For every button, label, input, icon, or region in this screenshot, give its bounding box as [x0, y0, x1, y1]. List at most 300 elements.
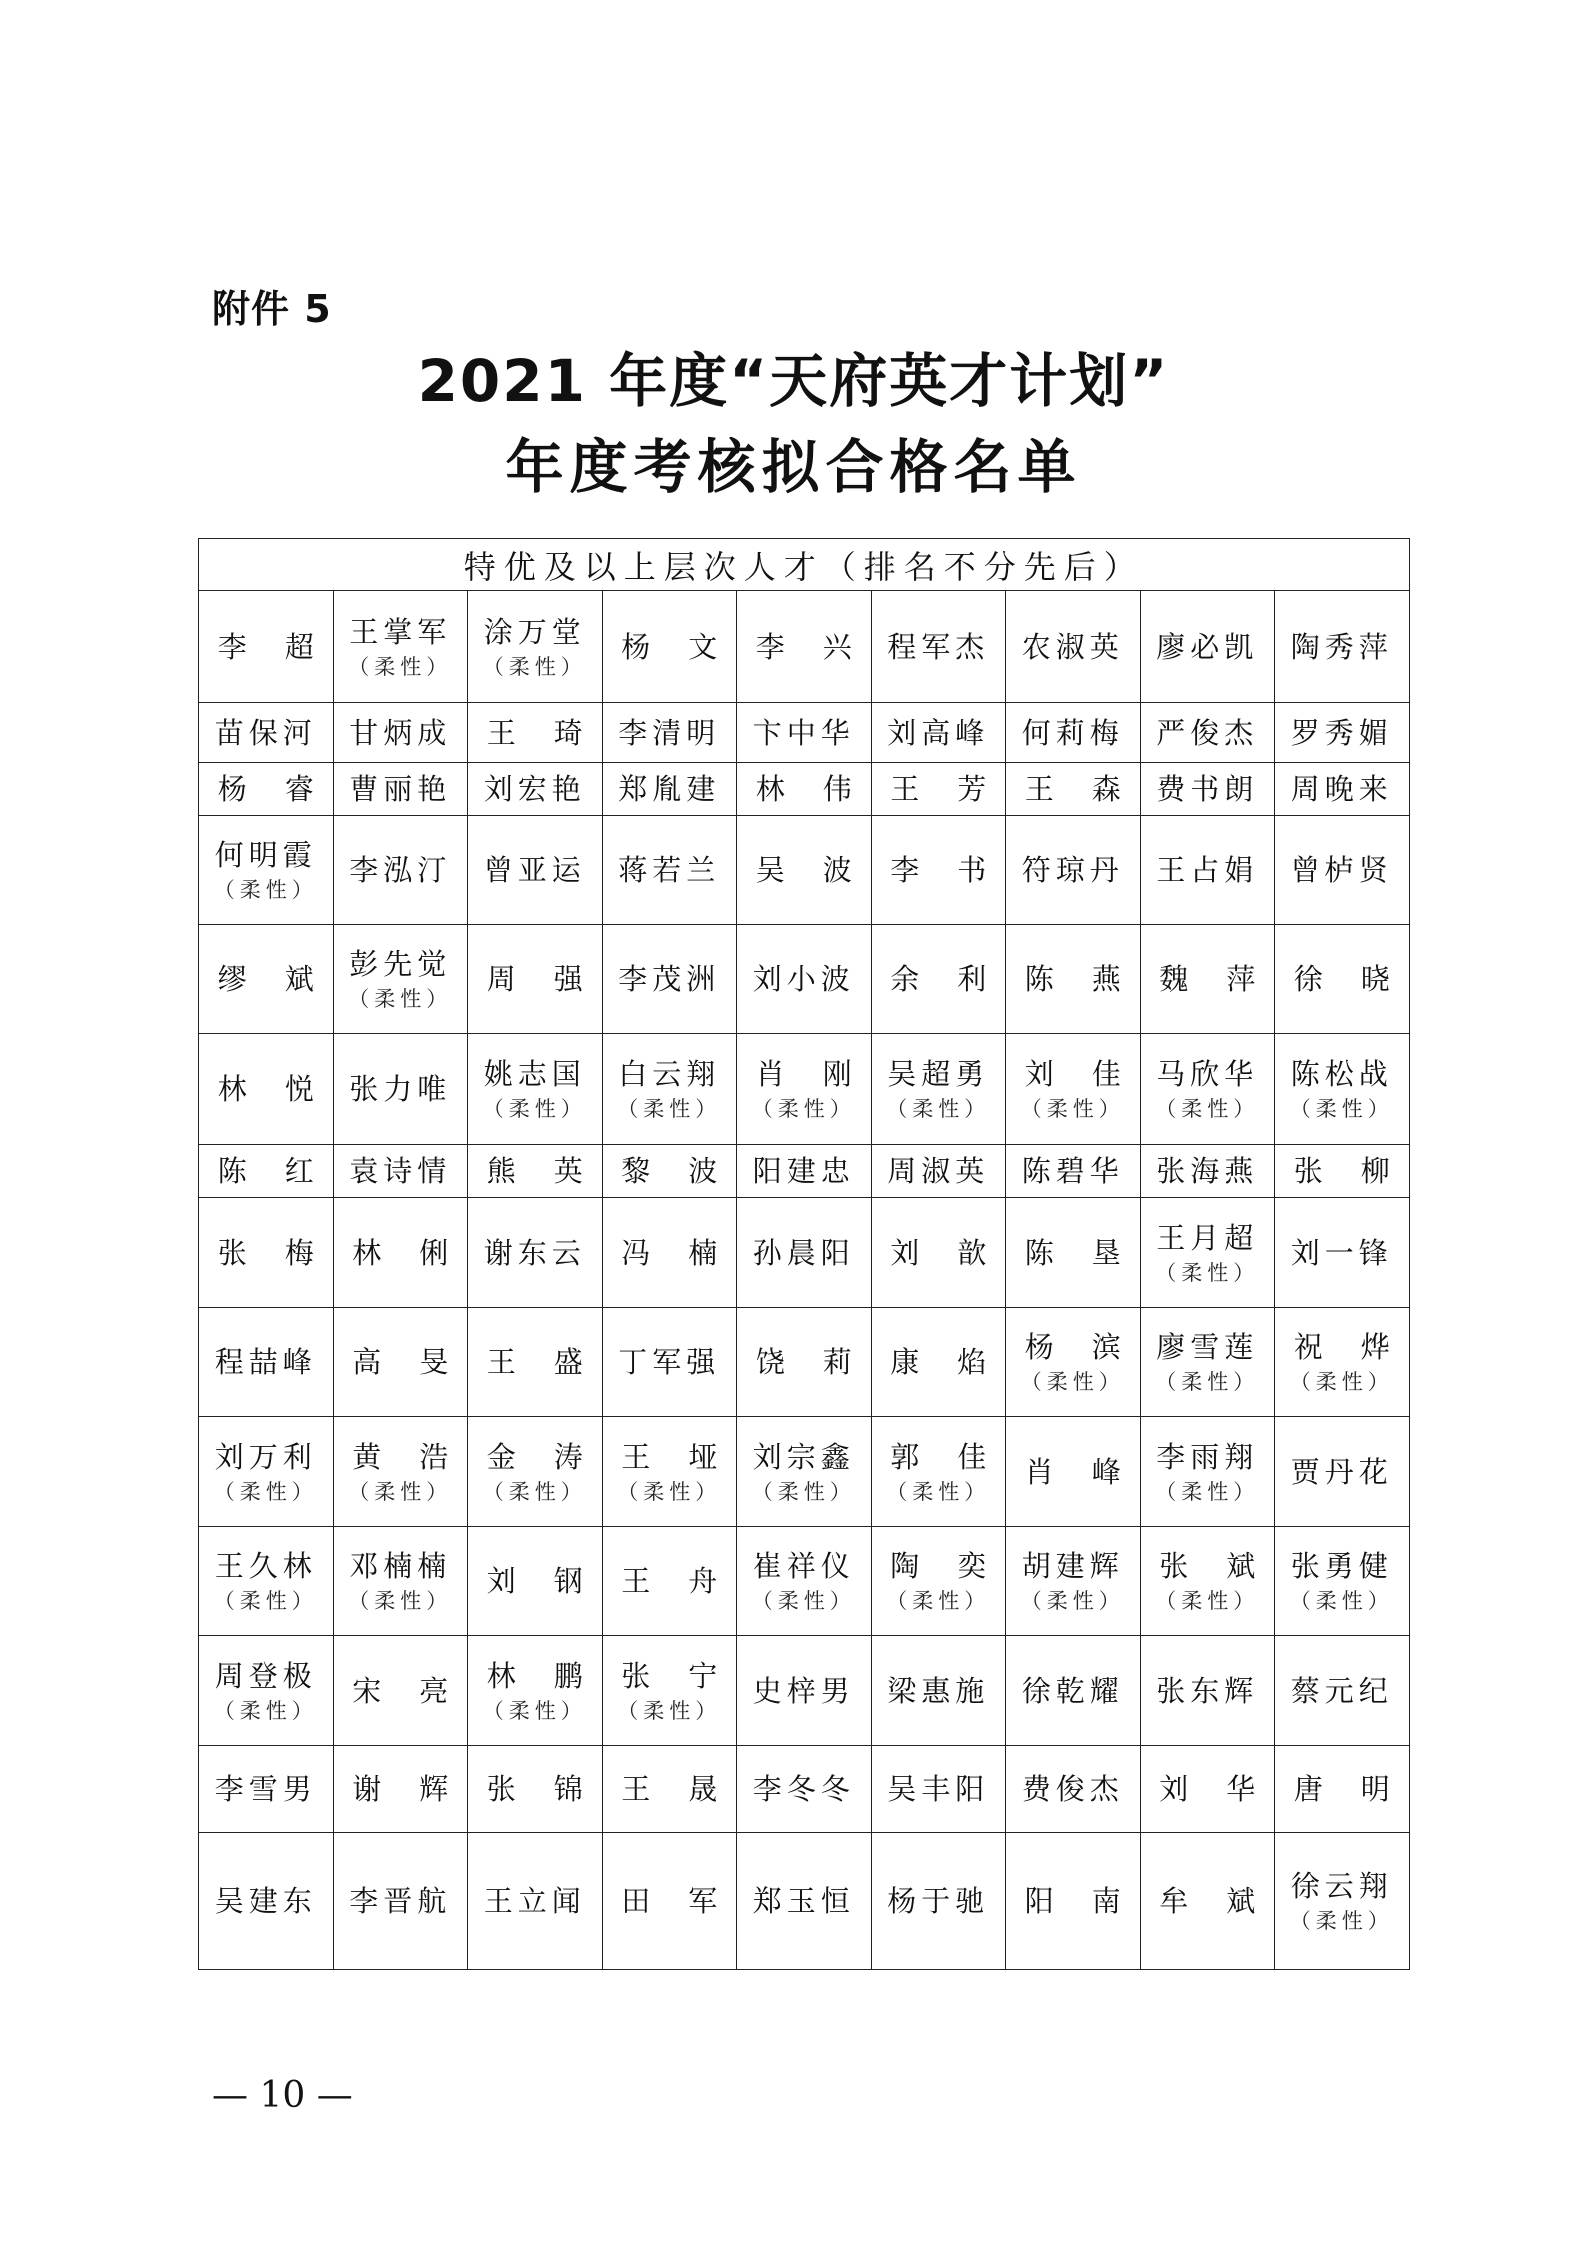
name-cell: [199, 1636, 334, 1746]
table-row: [199, 1417, 1410, 1527]
name-cell: [871, 816, 1025, 925]
person-name: 金涛: [486, 1439, 621, 1474]
person-name: 蔡元纪: [1290, 1673, 1393, 1708]
person-name: 贾丹花: [1290, 1454, 1393, 1489]
person-name: 郑胤建: [618, 772, 721, 806]
name-cell: [1275, 591, 1410, 703]
name-cell: [333, 591, 468, 703]
person-name: 谢东云: [483, 1235, 586, 1270]
name-cell: [1140, 1145, 1275, 1198]
person-name: 周强: [486, 962, 621, 996]
qualified-talent-table: [198, 538, 1428, 1970]
flexible-note: （柔性）: [1289, 1589, 1394, 1613]
person-name: 王占娟: [1156, 853, 1259, 887]
person-name: 李冬冬: [752, 1772, 855, 1806]
person-name: 杨于驰: [887, 1884, 990, 1918]
name-cell: [737, 1145, 872, 1198]
name-cell: [199, 816, 334, 925]
name-cell: [1275, 1198, 1410, 1308]
flexible-note: （柔性）: [482, 1479, 587, 1504]
person-name: 蒋若兰: [618, 853, 721, 887]
person-name: 徐乾耀: [1021, 1673, 1124, 1708]
person-name: 李晋航: [349, 1884, 452, 1918]
person-name: 刘宗鑫: [752, 1439, 855, 1474]
flexible-note: （柔性）: [617, 1698, 722, 1723]
person-name: 王舟: [621, 1564, 756, 1598]
name-cell: [871, 1198, 1025, 1308]
person-name: 胡建辉: [1021, 1549, 1124, 1583]
person-name: 田军: [621, 1884, 756, 1918]
person-name: 张梅: [217, 1235, 352, 1270]
name-cell: [333, 1417, 487, 1527]
table-row: [199, 1308, 1410, 1417]
name-cell: [1006, 1417, 1159, 1527]
table-row: [199, 763, 1410, 816]
person-name: 邓楠楠: [349, 1549, 452, 1583]
flexible-note: （柔性）: [1289, 1097, 1394, 1121]
name-cell: [468, 1417, 621, 1527]
person-name: 甘炳成: [349, 715, 452, 750]
person-name: 李雪男: [214, 1772, 317, 1806]
person-name: 张锦: [486, 1772, 621, 1806]
person-name: 陈垦: [1024, 1235, 1159, 1270]
flexible-note: （柔性）: [1155, 1479, 1260, 1504]
name-cell: [333, 925, 468, 1034]
person-name: 费书朗: [1156, 772, 1259, 806]
name-cell: [468, 1308, 621, 1417]
name-cell: [1275, 1746, 1428, 1833]
person-name: 吴丰阳: [887, 1772, 990, 1806]
person-name: 李兴: [755, 629, 890, 664]
name-cell: [468, 1833, 603, 1970]
name-cell: [1006, 1746, 1141, 1833]
flexible-note: （柔性）: [213, 1479, 318, 1504]
flexible-note: （柔性）: [213, 1698, 318, 1723]
name-cell: [1275, 816, 1410, 925]
person-name: 徐云翔: [1290, 1869, 1393, 1903]
person-name: 费俊杰: [1021, 1772, 1124, 1806]
name-cell: [602, 816, 737, 925]
person-name: 阳建忠: [752, 1154, 855, 1188]
person-name: 李书: [890, 853, 1025, 887]
person-name: 李茂洲: [618, 962, 721, 996]
person-name: 史梓男: [752, 1673, 855, 1708]
flexible-note: （柔性）: [1155, 1260, 1260, 1285]
person-name: 冯楠: [621, 1235, 756, 1270]
person-name: 陈红: [217, 1154, 352, 1188]
name-cell: [871, 1308, 1025, 1417]
flexible-note: （柔性）: [213, 878, 318, 902]
name-cell: [602, 1746, 756, 1833]
name-cell: [333, 1145, 468, 1198]
person-name: 苗保河: [214, 715, 317, 750]
person-name: 熊英: [486, 1154, 621, 1188]
name-cell: [602, 1034, 737, 1145]
name-cell: [199, 1198, 352, 1308]
person-name: 张东辉: [1156, 1673, 1259, 1708]
person-name: 杨文: [621, 629, 756, 664]
person-name: 刘佳: [1024, 1057, 1159, 1091]
person-name: 丁军强: [618, 1345, 721, 1379]
person-name: 黎波: [621, 1154, 756, 1188]
person-name: 卞中华: [752, 715, 855, 750]
name-cell: [468, 1527, 621, 1636]
name-cell: [199, 1308, 334, 1417]
name-cell: [468, 1145, 621, 1198]
name-cell: [333, 1746, 487, 1833]
person-name: 陈碧华: [1021, 1154, 1124, 1188]
table-row: [199, 816, 1410, 925]
person-name: 李清明: [618, 715, 721, 750]
person-name: 吴波: [755, 853, 890, 887]
flexible-note: （柔性）: [1020, 1370, 1125, 1394]
name-cell: [1006, 1034, 1159, 1145]
person-name: 杨滨: [1024, 1330, 1159, 1364]
person-name: 张柳: [1293, 1154, 1428, 1188]
name-cell: [602, 1636, 756, 1746]
person-name: 刘高峰: [887, 715, 990, 750]
person-name: 黄浩: [352, 1439, 487, 1474]
name-cell: [871, 1145, 1006, 1198]
table-section-header: 特优及以上层次人才（排名不分先后）: [199, 539, 1410, 591]
person-name: 周登极: [214, 1658, 317, 1693]
person-name: 陈燕: [1024, 962, 1159, 996]
flexible-note: （柔性）: [348, 654, 453, 679]
flexible-note: （柔性）: [751, 1479, 856, 1504]
name-cell: [602, 1417, 756, 1527]
name-cell: [333, 1198, 487, 1308]
person-name: 周晚来: [1290, 772, 1393, 806]
name-cell: [737, 1308, 890, 1417]
name-cell: [468, 925, 621, 1034]
table-row: [199, 925, 1410, 1034]
name-cell: [1275, 1034, 1410, 1145]
flexible-note: （柔性）: [482, 1097, 587, 1121]
name-cell: [602, 1527, 756, 1636]
person-name: 农淑英: [1021, 629, 1124, 664]
flexible-note: （柔性）: [1289, 1370, 1394, 1394]
page-number: — 10 —: [212, 2075, 353, 2116]
person-name: 袁诗情: [349, 1154, 452, 1188]
name-cell: [199, 1417, 334, 1527]
name-cell: [199, 925, 352, 1034]
name-cell: [1006, 1833, 1159, 1970]
person-name: 梁惠施: [887, 1673, 990, 1708]
document-title-line-1: 2021 年度“天府英才计划”: [417, 347, 1170, 415]
person-name: 李泓汀: [349, 853, 452, 887]
person-name: 高旻: [352, 1345, 487, 1379]
flexible-note: （柔性）: [348, 1479, 453, 1504]
name-cell: [199, 591, 352, 703]
person-name: 余利: [890, 962, 1025, 996]
name-cell: [1006, 816, 1141, 925]
person-name: 王久林: [214, 1549, 317, 1583]
name-cell: [602, 763, 737, 816]
person-name: 王盛: [486, 1345, 621, 1379]
name-cell: [737, 1527, 872, 1636]
person-name: 姚志国: [483, 1057, 586, 1091]
person-name: 张勇健: [1290, 1549, 1393, 1583]
name-cell: [737, 1417, 872, 1527]
name-cell: [1275, 1636, 1410, 1746]
name-cell: [468, 1034, 603, 1145]
name-cell: [199, 703, 334, 763]
person-name: 阳南: [1024, 1884, 1159, 1918]
name-cell: [871, 1746, 1006, 1833]
name-cell: [871, 763, 1025, 816]
person-name: 宋亮: [352, 1673, 487, 1708]
name-cell: [333, 1636, 487, 1746]
person-name: 吴超勇: [887, 1057, 990, 1091]
name-cell: [1006, 1198, 1159, 1308]
person-name: 李雨翔: [1156, 1439, 1259, 1474]
name-cell: [468, 1746, 621, 1833]
person-name: 林鹏: [486, 1658, 621, 1693]
name-cell: [1006, 1145, 1141, 1198]
name-cell: [1006, 591, 1141, 703]
name-cell: [737, 703, 872, 763]
name-cell: [333, 1308, 487, 1417]
name-cell: [1275, 1308, 1428, 1417]
name-cell: [333, 816, 468, 925]
name-cell: [737, 1833, 872, 1970]
person-name: 程军杰: [887, 629, 990, 664]
name-cell: [871, 1417, 1025, 1527]
person-name: 罗秀媚: [1290, 715, 1393, 750]
name-cell: [871, 1636, 1006, 1746]
person-name: 康焰: [890, 1345, 1025, 1379]
name-cell: [1140, 703, 1275, 763]
name-cell: [1006, 763, 1159, 816]
name-cell: [1140, 1198, 1275, 1308]
flexible-note: （柔性）: [886, 1097, 991, 1121]
name-cell: [1140, 1417, 1275, 1527]
person-name: 王芳: [890, 772, 1025, 806]
person-name: 王掌军: [349, 614, 452, 649]
flexible-note: （柔性）: [751, 1097, 856, 1121]
person-name: 杨睿: [217, 772, 352, 806]
name-cell: [602, 1833, 756, 1970]
person-name: 王立闻: [483, 1884, 586, 1918]
name-cell: [199, 1527, 334, 1636]
name-cell: [468, 1636, 621, 1746]
person-name: 魏萍: [1159, 962, 1294, 996]
table-row: [199, 1833, 1410, 1970]
flexible-note: （柔性）: [617, 1479, 722, 1504]
name-cell: [871, 591, 1006, 703]
name-cell: [1275, 763, 1410, 816]
flexible-note: （柔性）: [1020, 1589, 1125, 1613]
name-cell: [1006, 1636, 1141, 1746]
person-name: 刘宏艳: [483, 772, 586, 806]
person-name: 祝烨: [1293, 1330, 1428, 1364]
person-name: 白云翔: [618, 1057, 721, 1091]
person-name: 张宁: [621, 1658, 756, 1693]
person-name: 李超: [217, 629, 352, 664]
document-title-line-2: 年度考核拟合格名单: [505, 433, 1082, 501]
person-name: 何莉梅: [1021, 715, 1124, 750]
name-cell: [871, 925, 1025, 1034]
person-name: 陶秀萍: [1290, 629, 1393, 664]
table-row: [199, 1527, 1410, 1636]
person-name: 廖雪莲: [1156, 1330, 1259, 1364]
name-cell: [602, 925, 737, 1034]
name-cell: [199, 1034, 352, 1145]
person-name: 林俐: [352, 1235, 487, 1270]
name-cell: [468, 816, 603, 925]
name-cell: [1006, 703, 1141, 763]
name-cell: [737, 1746, 872, 1833]
name-cell: [1275, 703, 1410, 763]
person-name: 肖峰: [1024, 1454, 1159, 1489]
name-cell: [871, 1833, 1006, 1970]
person-name: 饶莉: [755, 1345, 890, 1379]
person-name: 何明霞: [214, 838, 317, 872]
name-cell: [1140, 1308, 1275, 1417]
name-cell: [1140, 591, 1275, 703]
name-cell: [333, 703, 468, 763]
person-name: 崔祥仪: [752, 1549, 855, 1583]
person-name: 张海燕: [1156, 1154, 1259, 1188]
flexible-note: （柔性）: [1155, 1589, 1260, 1613]
table-row: [199, 703, 1410, 763]
table-body: [199, 591, 1428, 1970]
name-cell: [199, 1145, 352, 1198]
name-cell: [737, 591, 890, 703]
name-cell: [1140, 1746, 1294, 1833]
person-name: 严俊杰: [1156, 715, 1259, 750]
name-cell: [1140, 1527, 1294, 1636]
name-cell: [602, 1145, 756, 1198]
person-name: 曹丽艳: [349, 772, 452, 806]
name-cell: [602, 591, 756, 703]
person-name: 王琦: [486, 715, 621, 750]
name-cell: [737, 925, 872, 1034]
name-cell: [333, 1833, 468, 1970]
table-row: [199, 1746, 1410, 1833]
name-cell: [1140, 1636, 1275, 1746]
person-name: 涂万堂: [483, 614, 586, 649]
name-cell: [468, 1198, 603, 1308]
flexible-note: （柔性）: [213, 1589, 318, 1613]
person-name: 徐晓: [1293, 962, 1428, 996]
name-cell: [1275, 1417, 1410, 1527]
flexible-note: （柔性）: [1155, 1370, 1260, 1394]
name-cell: [1006, 925, 1159, 1034]
flexible-note: （柔性）: [886, 1589, 991, 1613]
flexible-note: （柔性）: [348, 987, 453, 1011]
person-name: 曾栌贤: [1290, 853, 1393, 887]
person-name: 刘小波: [752, 962, 855, 996]
table-row: [199, 1145, 1410, 1198]
person-name: 马欣华: [1156, 1057, 1259, 1091]
name-cell: [1275, 925, 1428, 1034]
name-cell: [602, 703, 737, 763]
name-cell: [871, 703, 1006, 763]
person-name: 刘一锋: [1290, 1235, 1393, 1270]
person-name: 张力唯: [349, 1072, 452, 1106]
name-cell: [199, 763, 352, 816]
person-name: 王月超: [1156, 1220, 1259, 1255]
table-row: [199, 591, 1410, 703]
name-cell: [1140, 1034, 1275, 1145]
name-cell: [871, 1034, 1006, 1145]
person-name: 王森: [1024, 772, 1159, 806]
name-cell: [1140, 925, 1294, 1034]
name-cell: [199, 1746, 334, 1833]
person-name: 孙晨阳: [752, 1235, 855, 1270]
person-name: 刘歆: [890, 1235, 1025, 1270]
person-name: 张斌: [1159, 1549, 1294, 1583]
name-cell: [1275, 1527, 1410, 1636]
person-name: 肖刚: [755, 1057, 890, 1091]
name-cell: [602, 1198, 756, 1308]
person-name: 林伟: [755, 772, 890, 806]
person-name: 陈松战: [1290, 1057, 1393, 1091]
name-cell: [737, 763, 890, 816]
name-cell: [1140, 763, 1275, 816]
name-cell: [333, 763, 468, 816]
name-cell: [1275, 1145, 1428, 1198]
flexible-note: （柔性）: [348, 1589, 453, 1613]
name-cell: [333, 1034, 468, 1145]
person-name: 周淑英: [887, 1154, 990, 1188]
name-cell: [1275, 1833, 1410, 1970]
person-name: 廖必凯: [1156, 629, 1259, 664]
person-name: 林悦: [217, 1072, 352, 1106]
table-row: [199, 1636, 1410, 1746]
flexible-note: （柔性）: [1155, 1097, 1260, 1121]
name-cell: [737, 1198, 872, 1308]
person-name: 郭佳: [890, 1439, 1025, 1474]
person-name: 刘华: [1159, 1772, 1294, 1806]
name-cell: [1140, 1833, 1294, 1970]
person-name: 牟斌: [1159, 1884, 1294, 1918]
name-cell: [468, 591, 603, 703]
person-name: 符琼丹: [1021, 853, 1124, 887]
flexible-note: （柔性）: [482, 1698, 587, 1723]
name-cell: [1006, 1527, 1141, 1636]
person-name: 吴建东: [214, 1884, 317, 1918]
person-name: 王垭: [621, 1439, 756, 1474]
person-name: 彭先觉: [349, 947, 452, 981]
person-name: 郑玉恒: [752, 1884, 855, 1918]
name-cell: [602, 1308, 737, 1417]
name-cell: [468, 763, 603, 816]
table-row: [199, 1198, 1410, 1308]
flexible-note: （柔性）: [886, 1479, 991, 1504]
name-cell: [737, 1636, 872, 1746]
person-name: 刘钢: [486, 1564, 621, 1598]
person-name: 唐明: [1293, 1772, 1428, 1806]
flexible-note: （柔性）: [1289, 1909, 1394, 1933]
name-cell: [737, 816, 890, 925]
flexible-note: （柔性）: [482, 654, 587, 679]
name-cell: [1140, 816, 1275, 925]
name-cell: [333, 1527, 468, 1636]
flexible-note: （柔性）: [751, 1589, 856, 1613]
name-cell: [468, 703, 621, 763]
table-row: [199, 1034, 1410, 1145]
person-name: 缪斌: [217, 962, 352, 996]
name-cell: [199, 1833, 334, 1970]
name-cell: [871, 1527, 1025, 1636]
flexible-note: （柔性）: [617, 1097, 722, 1121]
annex-label: 附件 5: [212, 287, 332, 331]
name-cell: [1006, 1308, 1159, 1417]
person-name: 陶奕: [890, 1549, 1025, 1583]
person-name: 程喆峰: [214, 1345, 317, 1379]
